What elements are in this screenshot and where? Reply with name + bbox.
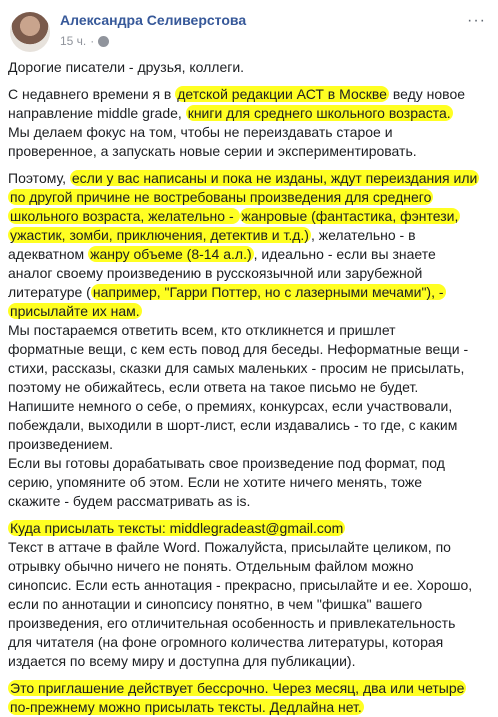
text-line [8, 58, 490, 77]
text-line [8, 123, 490, 142]
text-line [8, 576, 490, 595]
text-line [8, 519, 490, 538]
text-line [8, 378, 490, 397]
post-paragraph [8, 679, 490, 717]
text-line [8, 633, 490, 652]
text-line [8, 492, 490, 511]
text-segment: Поэтому, [8, 170, 70, 186]
text-segment: проверенное, а запускать новые серии и экспериментировать. [8, 143, 417, 159]
text-segment: аналог своему произведению в русскоязычной или зарубежной [8, 265, 423, 281]
text-segment: если по аннотации и синопсису понятно, в чем "фишка" вашего [8, 596, 423, 612]
text-segment: поэтому не обижайтесь, если ответа на такое письмо не будет. [8, 379, 419, 395]
highlighted-text: если у вас написаны и пока не изданы, ждут переиздания или [71, 170, 478, 186]
text-segment: для читателя (на фоне огромного количества литературы, которая [8, 634, 444, 650]
text-line [8, 473, 490, 492]
text-line [8, 226, 490, 245]
post-timestamp[interactable]: 15 ч. [60, 34, 87, 48]
text-line [8, 595, 490, 614]
text-segment: Если вы готовы дорабатывать свое произведение под формат, под [8, 455, 445, 471]
text-line [8, 359, 490, 378]
text-line [8, 142, 490, 161]
text-line [8, 614, 490, 633]
meta-separator: · [90, 34, 95, 48]
text-line [8, 321, 490, 340]
text-line [8, 416, 490, 435]
text-segment: форматные вещи, с кем есть повод для беседы. Неформатные вещи - [8, 341, 469, 357]
text-line [8, 557, 490, 576]
text-line [8, 283, 490, 302]
highlighted-text: например, "Гарри Поттер, но с лазерными мечами"), - [92, 284, 444, 300]
text-segment: Мы постараемся ответить всем, кто откликнется и пришлет [8, 322, 396, 338]
text-segment: побеждали, выходили в шорт-лист, если издавались - то где, с каким [8, 417, 458, 433]
text-segment: Напишите немного о себе, о премиях, конкурсах, если участвовали, [8, 398, 453, 414]
post-paragraph [8, 169, 490, 511]
highlighted-text: детской редакции АСТ в Москве [177, 86, 387, 102]
text-line [8, 397, 490, 416]
text-segment: , идеально - если вы знаете [253, 246, 436, 262]
post-header [8, 8, 490, 54]
text-line [8, 454, 490, 473]
text-line [8, 435, 490, 454]
text-segment: литературе ( [8, 284, 91, 300]
highlighted-text: по-прежнему можно присылать тексты. Дедлайна нет. [10, 699, 362, 715]
post-body [8, 58, 490, 717]
text-segment: отрывку обычно ничего не понять. Отдельным файлом можно [8, 558, 414, 574]
text-segment: направление middle grade, [8, 105, 186, 121]
highlighted-text: по другой причине не востребованы произведения для среднего [10, 189, 432, 205]
highlighted-text: школьного возраста, желательно - [10, 208, 238, 224]
text-segment: стихи, рассказы, сказки для самых маленьких - просим не присылать, [8, 360, 465, 376]
text-segment: адекватном [8, 246, 89, 262]
post-paragraph [8, 85, 490, 161]
text-line [8, 245, 490, 264]
highlighted-text: жанровые (фантастика, фэнтези, [241, 208, 459, 224]
text-line [8, 85, 490, 104]
text-segment: скажите - будем рассматривать as is. [8, 493, 251, 509]
highlighted-text: ужастик, зомби, приключения, детектив и т.д.) [10, 227, 309, 243]
author-name[interactable]: Александра Селиверстова [60, 12, 247, 28]
post-meta [60, 34, 109, 48]
text-segment: веду новое [388, 86, 466, 102]
text-segment: синопсис. Если есть аннотация - прекрасно, присылайте и ее. Хорошо, [8, 577, 473, 593]
text-line [8, 264, 490, 283]
text-segment: произведением. [8, 436, 113, 452]
text-line [8, 652, 490, 671]
text-line [8, 302, 490, 321]
text-line [8, 340, 490, 359]
avatar[interactable] [10, 12, 50, 52]
highlighted-text: Куда присылать тексты: middlegradeast@gmail.com [10, 520, 344, 536]
more-options-icon[interactable]: ··· [467, 12, 486, 29]
post-paragraph [8, 519, 490, 671]
text-segment: произведения, его отличительная особенность и привлекательность [8, 615, 456, 631]
post-paragraph [8, 58, 490, 77]
text-line [8, 188, 490, 207]
text-segment: , желательно - в [310, 227, 416, 243]
text-segment: издается по всему миру и доступна для публикации). [8, 653, 356, 669]
text-segment: Дорогие писатели - друзья, коллеги. [8, 59, 245, 75]
highlighted-text: Это приглашение действует бессрочно. Через месяц, два или четыре [10, 680, 465, 696]
highlighted-text: книги для среднего школьного возраста. [187, 105, 451, 121]
text-line [8, 698, 490, 717]
text-segment: Мы делаем фокус на том, чтобы не переиздавать старое и [8, 124, 393, 140]
text-line [8, 538, 490, 557]
text-line [8, 169, 490, 188]
text-segment: серию, упомяните об этом. Если не хотите ничего менять, тоже [8, 474, 423, 490]
text-line [8, 104, 490, 123]
text-segment: Текст в аттаче в файле Word. Пожалуйста, присылайте целиком, по [8, 539, 451, 555]
text-segment: С недавнего времени я в [8, 86, 176, 102]
text-line [8, 207, 490, 226]
highlighted-text: жанру объеме (8-14 а.л.) [90, 246, 252, 262]
highlighted-text: присылайте их нам. [10, 303, 140, 319]
globe-icon [98, 36, 109, 47]
text-line [8, 679, 490, 698]
